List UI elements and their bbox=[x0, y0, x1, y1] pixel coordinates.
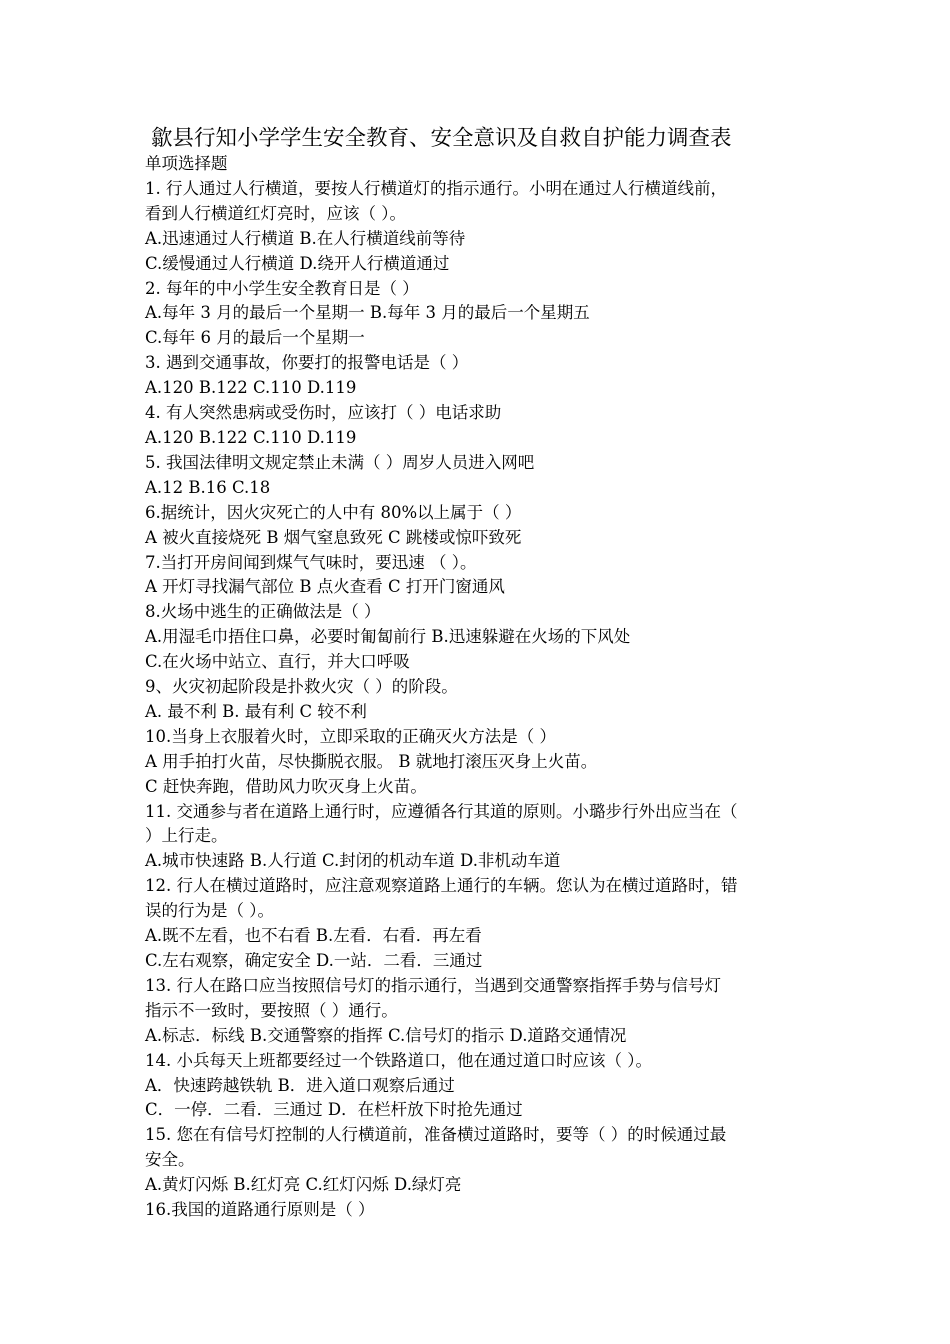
text-line: 9、火灾初起阶段是扑救火灾（ ）的阶段。 bbox=[145, 677, 458, 697]
text-line: 15. 您在有信号灯控制的人行横道前，准备横过道路时，要等（ ）的时候通过最 bbox=[145, 1125, 727, 1145]
text-line: ）上行走。 bbox=[145, 826, 228, 846]
text-line: 1. 行人通过人行横道，要按人行横道灯的指示通行。小明在通过人行横道线前， bbox=[145, 178, 727, 198]
text-line: 5. 我国法律明文规定禁止未满（ ）周岁人员进入网吧 bbox=[145, 452, 535, 472]
text-line: 3. 遇到交通事故，你要打的报警电话是（ ） bbox=[145, 353, 469, 373]
text-line: A．快速跨越铁轨 B．进入道口观察后通过 bbox=[145, 1075, 455, 1095]
text-line: 指示不一致时，要按照（ ）通行。 bbox=[145, 1000, 398, 1020]
text-line: A.迅速通过人行横道 B.在人行横道线前等待 bbox=[145, 228, 466, 248]
text-line: A.120 B.122 C.110 D.119 bbox=[145, 427, 357, 447]
text-line: A 用手拍打火苗，尽快撕脱衣服。 B 就地打滚压灭身上火苗。 bbox=[145, 751, 598, 771]
text-line: C 赶快奔跑，借助风力吹灭身上火苗。 bbox=[145, 776, 427, 796]
document-title: 歙县行知小学学生安全教育、安全意识及自救自护能力调查表 bbox=[151, 126, 732, 151]
text-line: A.12 B.16 C.18 bbox=[145, 477, 271, 497]
text-line: A.既不左看，也不右看 B.左看．右看．再左看 bbox=[145, 926, 482, 946]
text-line: 10.当身上衣服着火时，立即采取的正确灭火方法是（ ） bbox=[145, 726, 556, 746]
text-line: C.缓慢通过人行横道 D.绕开人行横道通过 bbox=[145, 253, 450, 273]
text-line: 11. 交通参与者在道路上通行时，应遵循各行其道的原则。小璐步行外出应当在（ bbox=[145, 801, 738, 821]
text-line: C.每年 6 月的最后一个星期一 bbox=[145, 328, 365, 348]
text-line: 6.据统计，因火灾死亡的人中有 80%以上属于（ ） bbox=[145, 502, 522, 522]
document-body bbox=[145, 152, 815, 1223]
text-line: 8.火场中逃生的正确做法是（ ） bbox=[145, 602, 381, 622]
text-line: 14. 小兵每天上班都要经过一个铁路道口，他在通过道口时应该（ ）。 bbox=[145, 1050, 652, 1070]
text-line: A.标志．标线 B.交通警察的指挥 C.信号灯的指示 D.道路交通情况 bbox=[145, 1025, 627, 1045]
text-line: A. 最不利 B. 最有利 C 较不利 bbox=[145, 701, 367, 721]
text-line: C．一停．二看．三通过 D．在栏杆放下时抢先通过 bbox=[145, 1100, 523, 1120]
text-line: 2. 每年的中小学生安全教育日是（ ） bbox=[145, 278, 419, 298]
text-line: 误的行为是（ ）。 bbox=[145, 901, 274, 921]
text-line: A.黄灯闪烁 B.红灯亮 C.红灯闪烁 D.绿灯亮 bbox=[145, 1175, 462, 1195]
text-line: A.城市快速路 B.人行道 C.封闭的机动车道 D.非机动车道 bbox=[145, 851, 561, 871]
section-heading: 单项选择题 bbox=[145, 154, 228, 173]
text-line: 13. 行人在路口应当按照信号灯的指示通行，当遇到交通警察指挥手势与信号灯 bbox=[145, 975, 721, 995]
text-line: C.在火场中站立、直行，并大口呼吸 bbox=[145, 652, 410, 672]
text-line: A 开灯寻找漏气部位 B 点火查看 C 打开门窗通风 bbox=[145, 577, 505, 597]
document-page bbox=[145, 126, 815, 1223]
text-line: A.每年 3 月的最后一个星期一 B.每年 3 月的最后一个星期五 bbox=[145, 303, 590, 323]
text-line: A.120 B.122 C.110 D.119 bbox=[145, 378, 357, 398]
text-line: 4. 有人突然患病或受伤时，应该打（ ）电话求助 bbox=[145, 403, 502, 423]
text-line: 16.我国的道路通行原则是（ ） bbox=[145, 1200, 375, 1220]
text-line: 7.当打开房间闻到煤气气味时，要迅速 （ ）。 bbox=[145, 552, 477, 572]
text-line: 12. 行人在横过道路时，应注意观察道路上通行的车辆。您认为在横过道路时，错 bbox=[145, 876, 738, 896]
text-line: 安全。 bbox=[145, 1150, 195, 1170]
text-line: A.用湿毛巾捂住口鼻，必要时匍匐前行 B.迅速躲避在火场的下风处 bbox=[145, 627, 631, 647]
text-line: 看到人行横道红灯亮时，应该（ ）。 bbox=[145, 203, 406, 223]
text-line: A 被火直接烧死 B 烟气窒息致死 C 跳楼或惊吓致死 bbox=[145, 527, 522, 547]
text-line: C.左右观察，确定安全 D.一站．二看．三通过 bbox=[145, 951, 483, 970]
